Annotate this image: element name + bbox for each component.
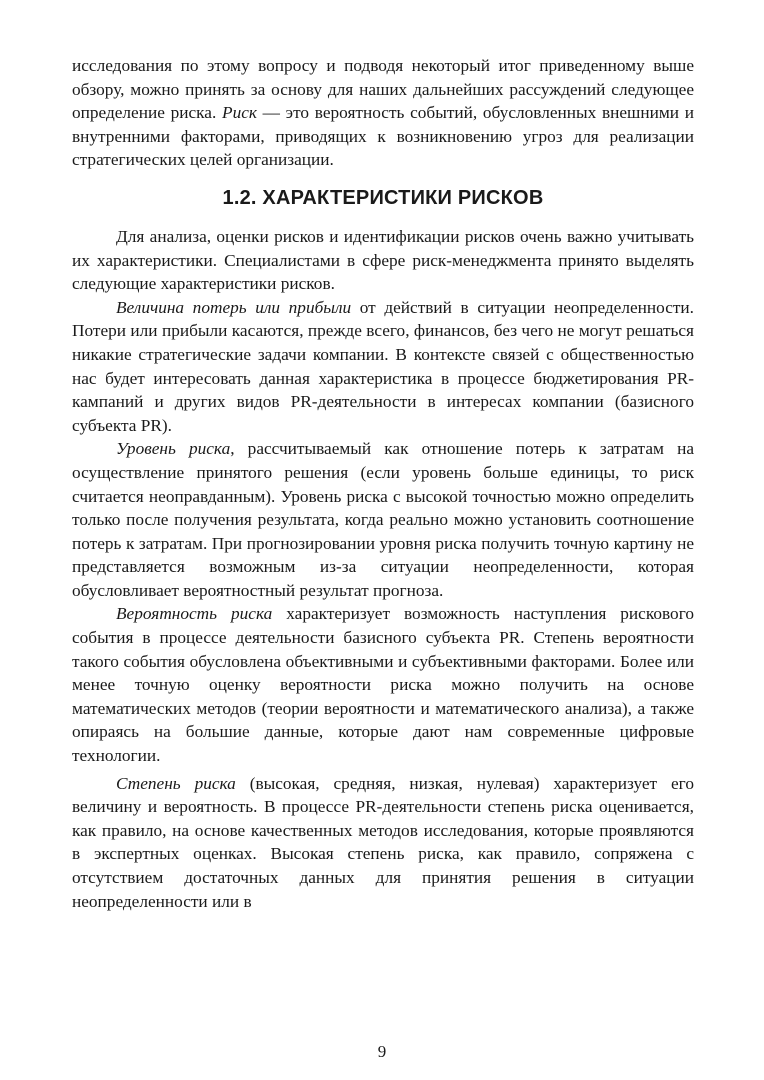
risk-term: Риск <box>222 103 257 123</box>
characteristic-text: (высокая, средняя, низкая, нулевая) характеризует его величину и вероятность. В процессе PR-деятельности степень риска оценивается, как правило, на основе качественных методов исследования, которые проявляются в экспертных оценках. Высокая степень риска, как правило, сопряжена с отсутствием достаточных данных для принятия решения в ситуации неопределенности или в <box>72 773 694 911</box>
characteristic-text: , рассчитываемый как отношение потерь к затратам на осуществление принятого решения (если уровень больше единицы, то риск считается неоправданным). Уровень риска с высокой точностью можно определить только после получения результата, когда реально можно установить соотношение потерь к затратам. При прогнозировании уровня риска получить точную картину не представляется возможным из-за ситуации неопределенности, которая обусловливает вероятностный результат прогноза. <box>72 439 694 600</box>
intro-definition-text: — это вероятность событий, обусловленных внешними и внутренними факторами, приводящих к возникновению угроз для реализации стратегических целей организации. <box>72 103 694 170</box>
characteristic-term: Уровень риска <box>116 439 231 459</box>
characteristic-paragraph <box>72 602 694 767</box>
characteristic-text: от действий в ситуации неопределенности. Потери или прибыли касаются, прежде всего, финансов, без чего не могут решаться никакие стратегические задачи компании. В контексте связей с общественностью нас будет интересовать данная характеристика в процессе бюджетирования PR-кампаний и других видов PR-деятельности в интересах компании (базисного субъекта PR). <box>72 297 695 435</box>
characteristic-paragraph <box>72 437 694 602</box>
characteristic-term: Величина потерь или прибыли <box>116 297 352 317</box>
characteristic-paragraph <box>72 772 694 914</box>
characteristic-term: Степень риска <box>116 773 236 793</box>
section-intro-paragraph: Для анализа, оценки рисков и идентификации рисков очень важно учитывать их характеристики. Специалистами в сфере риск-менеджмента принято выделять следующие характеристики рисков. <box>72 226 694 294</box>
page-number: 9 <box>377 1042 387 1061</box>
characteristic-term: Вероятность риска <box>116 604 273 624</box>
intro-lead-text: исследования по этому вопросу и подводя некоторый итог приведенному выше обзору, можно принять за основу для наших дальнейших рассуждений следующее определение риска. <box>72 56 694 123</box>
characteristic-text: характеризует возможность наступления рискового события в процессе деятельности базисного субъекта PR. Степень вероятности такого события обусловлена объективными и субъективными факторами. Более или менее точную оценку вероятности риска можно получить на основе математических методов (теории вероятности и математического анализа), а также опираясь на большие данные, которые дают нам современные цифровые технологии. <box>72 604 694 766</box>
section-heading: 1.2. ХАРАКТЕРИСТИКИ РИСКОВ <box>222 186 544 209</box>
intro-paragraph <box>72 54 694 172</box>
characteristic-paragraph <box>72 296 694 438</box>
page-body <box>72 54 694 913</box>
